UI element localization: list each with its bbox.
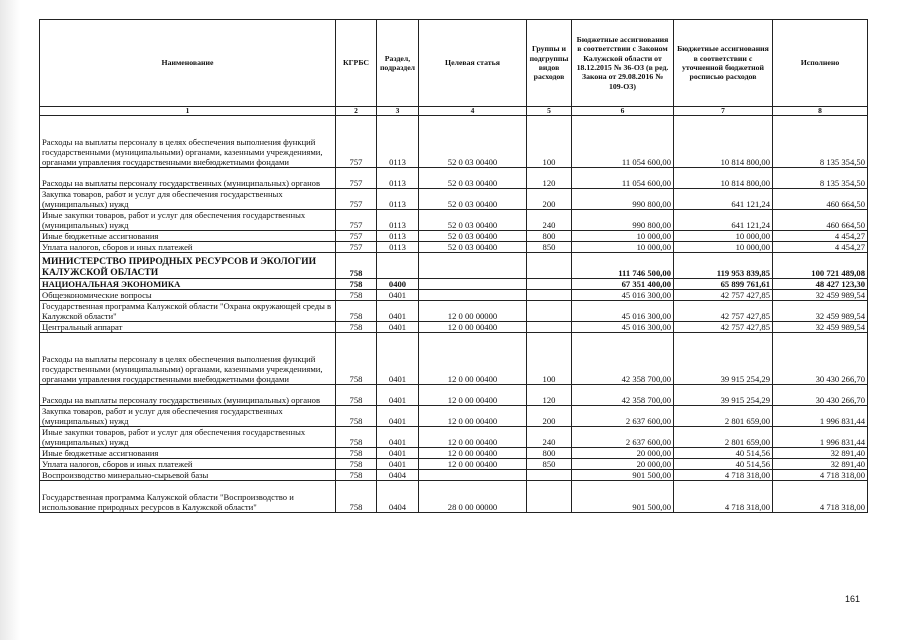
cell-name: Иные бюджетные ассигнования (40, 231, 336, 242)
cell-executed: 8 135 354,50 (773, 168, 868, 189)
cell-vr (527, 279, 572, 290)
cell-executed: 4 454,27 (773, 231, 868, 242)
cell-razdel: 0113 (377, 231, 419, 242)
header-refined: Бюджетные ассигнования в соответствии с уточненной бюджетной росписью расходов (674, 20, 773, 107)
cell-law: 42 358 700,00 (572, 385, 674, 406)
budget-table (39, 19, 868, 513)
cell-law: 45 016 300,00 (572, 290, 674, 301)
cell-name: Центральный аппарат (40, 322, 336, 333)
col-number: 8 (773, 107, 868, 116)
cell-name: Закупка товаров, работ и услуг для обеспечения государственных (муниципальных) нужд (40, 189, 336, 210)
cell-law: 901 500,00 (572, 470, 674, 481)
cell-target: 52 0 03 00400 (419, 116, 527, 168)
header-executed: Исполнено (773, 20, 868, 107)
cell-vr: 240 (527, 427, 572, 448)
cell-razdel: 0401 (377, 385, 419, 406)
cell-law: 45 016 300,00 (572, 301, 674, 322)
cell-refined: 40 514,56 (674, 448, 773, 459)
cell-razdel: 0400 (377, 279, 419, 290)
cell-law: 990 800,00 (572, 210, 674, 231)
col-number: 3 (377, 107, 419, 116)
cell-kgrbs: 758 (336, 333, 377, 385)
cell-razdel: 0401 (377, 406, 419, 427)
header-law: Бюджетные ассигнования в соответствии с Законом Калужской области от 18.12.2015 № 36-ОЗ (в ред. Закона от 29.08.2016 № 109-ОЗ) (572, 20, 674, 107)
cell-refined: 39 915 254,29 (674, 385, 773, 406)
cell-target: 52 0 03 00400 (419, 210, 527, 231)
cell-target: 12 0 00 00400 (419, 459, 527, 470)
cell-law: 111 746 500,00 (572, 253, 674, 279)
cell-kgrbs: 757 (336, 231, 377, 242)
cell-refined: 641 121,24 (674, 189, 773, 210)
cell-kgrbs: 758 (336, 448, 377, 459)
cell-refined: 641 121,24 (674, 210, 773, 231)
table-row (40, 481, 868, 513)
cell-vr: 800 (527, 231, 572, 242)
cell-refined: 10 000,00 (674, 231, 773, 242)
cell-vr: 850 (527, 459, 572, 470)
table-row (40, 290, 868, 301)
table-row (40, 301, 868, 322)
cell-vr (527, 301, 572, 322)
cell-kgrbs: 758 (336, 301, 377, 322)
cell-name: Иные закупки товаров, работ и услуг для обеспечения государственных (муниципальных) нужд (40, 210, 336, 231)
cell-name: Закупка товаров, работ и услуг для обеспечения государственных (муниципальных) нужд (40, 406, 336, 427)
cell-vr: 100 (527, 116, 572, 168)
cell-law: 2 637 600,00 (572, 406, 674, 427)
cell-kgrbs: 758 (336, 279, 377, 290)
header-row (40, 20, 868, 107)
cell-name: Расходы на выплаты персоналу в целях обеспечения выполнения функций государственными (муниципальными) органами, казенными учреждениями, органами управления государственными внебюджетными фондами (40, 116, 336, 168)
table-row (40, 242, 868, 253)
cell-target: 12 0 00 00000 (419, 301, 527, 322)
cell-razdel: 0401 (377, 427, 419, 448)
cell-razdel: 0404 (377, 481, 419, 513)
cell-refined: 10 814 800,00 (674, 116, 773, 168)
cell-vr (527, 322, 572, 333)
cell-name: Общеэкономические вопросы (40, 290, 336, 301)
header-razdel: Раздел, подраздел (377, 20, 419, 107)
cell-vr (527, 470, 572, 481)
cell-razdel: 0401 (377, 290, 419, 301)
cell-executed: 8 135 354,50 (773, 116, 868, 168)
table-row (40, 470, 868, 481)
cell-razdel (377, 253, 419, 279)
cell-law: 990 800,00 (572, 189, 674, 210)
cell-target: 12 0 00 00400 (419, 448, 527, 459)
cell-name: Иные закупки товаров, работ и услуг для обеспечения государственных (муниципальных) нужд (40, 427, 336, 448)
cell-refined: 40 514,56 (674, 459, 773, 470)
cell-kgrbs: 757 (336, 210, 377, 231)
table-row (40, 459, 868, 470)
cell-target: 12 0 00 00400 (419, 385, 527, 406)
cell-target: 12 0 00 00400 (419, 427, 527, 448)
page-number: 161 (845, 594, 861, 604)
cell-name: Государственная программа Калужской области "Охрана окружающей среды в Калужской области" (40, 301, 336, 322)
cell-refined: 2 801 659,00 (674, 427, 773, 448)
cell-razdel: 0113 (377, 189, 419, 210)
cell-executed: 32 459 989,54 (773, 322, 868, 333)
cell-refined: 4 718 318,00 (674, 481, 773, 513)
cell-refined: 42 757 427,85 (674, 322, 773, 333)
cell-refined: 42 757 427,85 (674, 301, 773, 322)
cell-kgrbs: 758 (336, 253, 377, 279)
cell-executed: 100 721 489,08 (773, 253, 868, 279)
table-row (40, 210, 868, 231)
cell-target: 52 0 03 00400 (419, 168, 527, 189)
table-row (40, 168, 868, 189)
header-kgrbs: КГРБС (336, 20, 377, 107)
cell-law: 20 000,00 (572, 448, 674, 459)
cell-name: Государственная программа Калужской области "Воспроизводство и использование природных ресурсов в Калужской области" (40, 481, 336, 513)
cell-kgrbs: 758 (336, 427, 377, 448)
table-row (40, 189, 868, 210)
header-groups: Группы и подгруппы видов расходов (527, 20, 572, 107)
header-target: Целевая статья (419, 20, 527, 107)
cell-vr: 120 (527, 385, 572, 406)
cell-name: Иные бюджетные ассигнования (40, 448, 336, 459)
cell-target: 52 0 03 00400 (419, 231, 527, 242)
cell-refined: 39 915 254,29 (674, 333, 773, 385)
cell-refined: 10 814 800,00 (674, 168, 773, 189)
table-row (40, 385, 868, 406)
cell-executed: 30 430 266,70 (773, 333, 868, 385)
cell-law: 2 637 600,00 (572, 427, 674, 448)
col-number: 1 (40, 107, 336, 116)
cell-refined: 65 899 761,61 (674, 279, 773, 290)
header-name: Наименование (40, 20, 336, 107)
table-row (40, 253, 868, 279)
cell-name: МИНИСТЕРСТВО ПРИРОДНЫХ РЕСУРСОВ И ЭКОЛОГИИ КАЛУЖСКОЙ ОБЛАСТИ (40, 253, 336, 279)
cell-kgrbs: 757 (336, 189, 377, 210)
cell-executed: 4 454,27 (773, 242, 868, 253)
cell-law: 45 016 300,00 (572, 322, 674, 333)
cell-law: 42 358 700,00 (572, 333, 674, 385)
table-row (40, 231, 868, 242)
cell-kgrbs: 758 (336, 290, 377, 301)
col-number: 2 (336, 107, 377, 116)
cell-law: 10 000,00 (572, 242, 674, 253)
table-row (40, 406, 868, 427)
cell-target: 28 0 00 00000 (419, 481, 527, 513)
cell-target: 52 0 03 00400 (419, 189, 527, 210)
cell-law: 10 000,00 (572, 231, 674, 242)
cell-name: Уплата налогов, сборов и иных платежей (40, 242, 336, 253)
cell-vr (527, 253, 572, 279)
cell-refined: 10 000,00 (674, 242, 773, 253)
cell-vr: 200 (527, 189, 572, 210)
cell-kgrbs: 758 (336, 470, 377, 481)
cell-vr: 200 (527, 406, 572, 427)
table-row (40, 279, 868, 290)
col-number: 4 (419, 107, 527, 116)
cell-name: Расходы на выплаты персоналу в целях обеспечения выполнения функций государственными (муниципальными) органами, казенными учреждениями, органами управления государственными внебюджетными фондами (40, 333, 336, 385)
cell-law: 901 500,00 (572, 481, 674, 513)
cell-executed: 4 718 318,00 (773, 481, 868, 513)
cell-razdel: 0113 (377, 168, 419, 189)
cell-target: 12 0 00 00400 (419, 406, 527, 427)
cell-executed: 48 427 123,30 (773, 279, 868, 290)
cell-executed: 30 430 266,70 (773, 385, 868, 406)
cell-razdel: 0401 (377, 459, 419, 470)
cell-name: Воспроизводство минерально-сырьевой базы (40, 470, 336, 481)
col-number: 5 (527, 107, 572, 116)
cell-vr: 100 (527, 333, 572, 385)
cell-executed: 32 891,40 (773, 448, 868, 459)
cell-executed: 460 664,50 (773, 210, 868, 231)
cell-kgrbs: 758 (336, 459, 377, 470)
cell-target: 12 0 00 00400 (419, 333, 527, 385)
cell-law: 67 351 400,00 (572, 279, 674, 290)
cell-refined: 2 801 659,00 (674, 406, 773, 427)
cell-executed: 1 996 831,44 (773, 406, 868, 427)
cell-executed: 1 996 831,44 (773, 427, 868, 448)
cell-target (419, 279, 527, 290)
cell-executed: 4 718 318,00 (773, 470, 868, 481)
cell-kgrbs: 757 (336, 168, 377, 189)
cell-name: Расходы на выплаты персоналу государственных (муниципальных) органов (40, 168, 336, 189)
cell-razdel: 0113 (377, 116, 419, 168)
table-row (40, 427, 868, 448)
table-row (40, 116, 868, 168)
cell-vr (527, 481, 572, 513)
cell-name: НАЦИОНАЛЬНАЯ ЭКОНОМИКА (40, 279, 336, 290)
cell-target (419, 290, 527, 301)
cell-kgrbs: 758 (336, 385, 377, 406)
cell-razdel: 0404 (377, 470, 419, 481)
cell-vr: 120 (527, 168, 572, 189)
cell-law: 11 054 600,00 (572, 168, 674, 189)
cell-law: 20 000,00 (572, 459, 674, 470)
col-number: 7 (674, 107, 773, 116)
cell-kgrbs: 757 (336, 242, 377, 253)
cell-razdel: 0401 (377, 448, 419, 459)
col-number: 6 (572, 107, 674, 116)
cell-law: 11 054 600,00 (572, 116, 674, 168)
table-row (40, 333, 868, 385)
cell-vr (527, 290, 572, 301)
cell-razdel: 0113 (377, 210, 419, 231)
column-number-row (40, 107, 868, 116)
cell-refined: 42 757 427,85 (674, 290, 773, 301)
cell-razdel: 0113 (377, 242, 419, 253)
cell-executed: 32 459 989,54 (773, 301, 868, 322)
cell-executed: 460 664,50 (773, 189, 868, 210)
table-row (40, 322, 868, 333)
cell-target: 52 0 03 00400 (419, 242, 527, 253)
cell-razdel: 0401 (377, 301, 419, 322)
table-row (40, 448, 868, 459)
cell-name: Уплата налогов, сборов и иных платежей (40, 459, 336, 470)
cell-kgrbs: 758 (336, 481, 377, 513)
cell-refined: 4 718 318,00 (674, 470, 773, 481)
cell-refined: 119 953 839,85 (674, 253, 773, 279)
cell-vr: 240 (527, 210, 572, 231)
cell-razdel: 0401 (377, 333, 419, 385)
cell-kgrbs: 758 (336, 322, 377, 333)
cell-executed: 32 891,40 (773, 459, 868, 470)
page-edge-shadow (0, 0, 20, 640)
cell-razdel: 0401 (377, 322, 419, 333)
cell-vr: 800 (527, 448, 572, 459)
cell-kgrbs: 757 (336, 116, 377, 168)
cell-executed: 32 459 989,54 (773, 290, 868, 301)
cell-target (419, 470, 527, 481)
cell-target: 12 0 00 00400 (419, 322, 527, 333)
cell-vr: 850 (527, 242, 572, 253)
cell-target (419, 253, 527, 279)
cell-kgrbs: 758 (336, 406, 377, 427)
cell-name: Расходы на выплаты персоналу государственных (муниципальных) органов (40, 385, 336, 406)
